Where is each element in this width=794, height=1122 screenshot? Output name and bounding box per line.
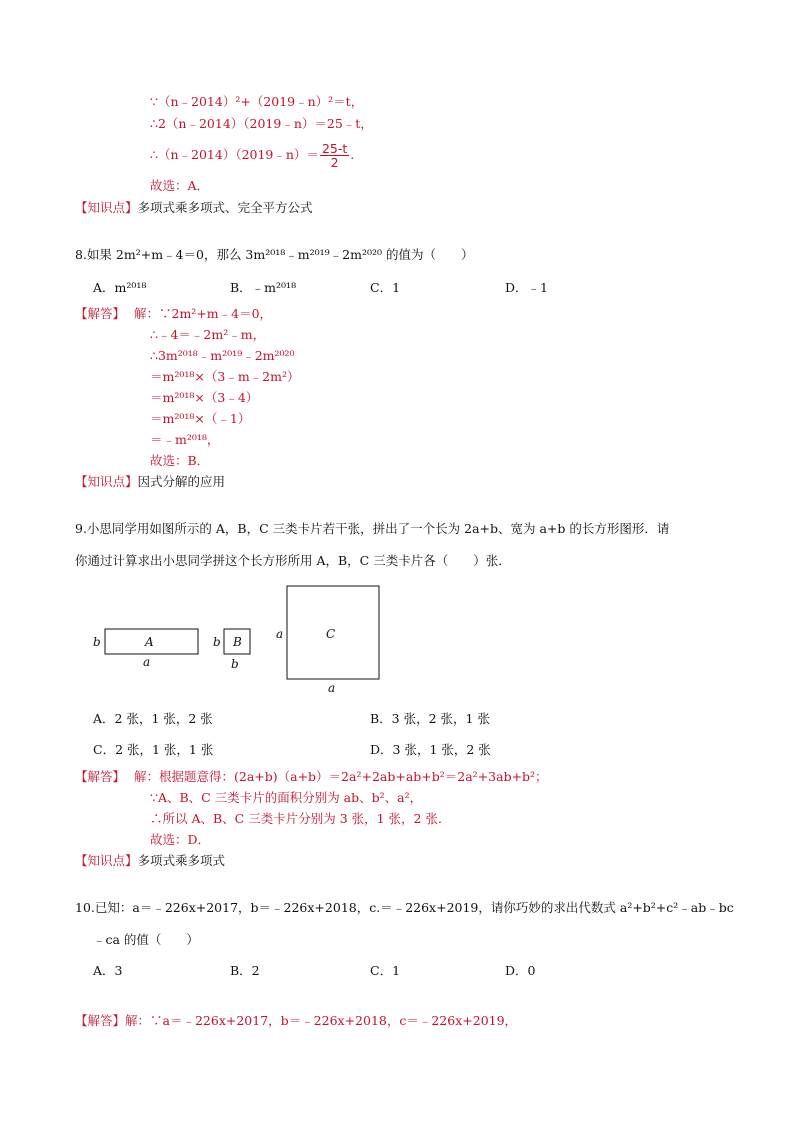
q8-option-c: C．1 [370,280,401,295]
q7-line3: ∴（n﹣2014）（2019﹣n）＝ $\frac{25-t}{2}$ . [150,141,355,170]
q10-question-line2: ﹣ca 的值（ ） [93,932,199,947]
q8-answer-line: ∴﹣4＝﹣2m²﹣m， [150,327,266,342]
q10-option-a: A．3 [93,963,123,978]
card-c-label: C [326,627,336,641]
card-a-side-label: b [93,635,101,649]
q8-answer-line: ＝m²⁰¹⁸×（﹣1） [150,411,251,426]
q10-option-c: C．1 [370,963,401,978]
q9-option-c: C．2 张，1 张，1 张 [93,742,214,757]
q8-option-b: B．﹣m²⁰¹⁸ [230,280,297,295]
q10-option-b: B．2 [230,963,260,978]
q10-answer-line: 解：∵a＝﹣226x+2017，b＝﹣226x+2018，c＝﹣226x+2019， [125,1013,518,1028]
card-c-bottom-label: a [328,681,336,695]
q7-line2: ∴2（n﹣2014）（2019﹣n）＝25﹣t， [150,116,373,131]
q9-answer-line: ∴所以 A、B、C 三类卡片分别为 3 张，1 张，2 张． [150,811,451,826]
q7-kp-tag: 【知识点】 [75,200,138,215]
q9-kp-tag: 【知识点】 [75,853,138,868]
q8-answer-line: ＝m²⁰¹⁸×（3﹣4） [150,390,259,405]
q7-line1: ∵（n﹣2014）²+（2019﹣n）²＝t， [150,94,364,109]
card-a-label: A [145,635,154,649]
q8-answer-line: 故选：B． [150,453,210,468]
q9-option-d: D．3 张，1 张，2 张 [370,742,491,757]
q9-answer-line: ∵A、B、C 三类卡片的面积分别为 ab、b²、a²， [150,790,423,805]
q9-cards-figure [85,580,395,700]
q9-option-b: B．3 张，2 张，1 张 [370,711,490,726]
q8-knowledge-point [75,474,225,490]
q9-question-line1: 9.小思同学用如图所示的 A，B，C 三类卡片若干张，拼出了一个长为 2a+b、宽为 a+b 的长方形图形．请 [75,521,670,536]
q7-knowledge-point [75,200,313,216]
q8-answer-line: ∴3m²⁰¹⁸﹣m²⁰¹⁹﹣2m²⁰²⁰ [150,348,295,363]
q8-answer-tag: 【解答】 [75,306,126,321]
q8-option-a: A．m²⁰¹⁸ [93,280,147,295]
q7-frac-den: 2 [330,155,339,170]
q9-answer-tag: 【解答】 [75,769,126,784]
q7-kp-text: 多项式乘多项式、完全平方公式 [137,200,313,215]
q10-question-line1: 10.已知：a＝﹣226x+2017，b＝﹣226x+2018，c.＝﹣226x+2019，请你巧妙的求出代数式 a²+b²+c²﹣ab﹣bc [75,900,734,915]
q10-answer [75,1013,517,1029]
q7-choice: 故选：A． [150,178,210,193]
q8-option-d: D．﹣1 [505,280,548,295]
q10-answer-tag: 【解答】 [75,1013,126,1028]
q7-line3-prefix: ∴（n﹣2014）（2019﹣n）＝ [150,147,319,162]
q9-knowledge-point [75,853,225,869]
q9-answer-line: 解：根据题意得：(2a+b)（a+b）＝2a²+2ab+ab+b²＝2a²+3ab+b²； [134,769,548,784]
q9-question-line2: 你通过计算求出小思同学拼这个长方形所用 A，B，C 三类卡片各（ ）张． [75,553,511,568]
q8-kp-tag: 【知识点】 [75,474,138,489]
q8-kp-text: 因式分解的应用 [137,474,226,489]
q8-answer-line: 解：∵2m²+m﹣4＝0， [134,306,273,321]
card-b-label: B [233,635,242,649]
card-a-bottom-label: a [143,655,151,669]
q8-answer-line: ＝﹣m²⁰¹⁸， [150,432,220,447]
q9-kp-text: 多项式乘多项式 [137,853,226,868]
q7-fraction [320,142,349,169]
q8-question: 8.如果 2m²+m﹣4＝0，那么 3m²⁰¹⁸﹣m²⁰¹⁹﹣2m²⁰²⁰ 的值为（ ） [75,247,474,262]
card-c-side-label: a [276,627,284,641]
card-b-side-label: b [213,635,221,649]
q10-option-d: D．0 [505,963,536,978]
q9-answer-line: 故选：D． [150,832,211,847]
q9-option-a: A．2 张，1 张，2 张 [93,711,213,726]
card-b-bottom-label: b [231,657,239,671]
q8-answer-line: ＝m²⁰¹⁸×（3﹣m﹣2m²） [150,369,300,384]
q7-frac-num: 25-t [321,141,348,156]
